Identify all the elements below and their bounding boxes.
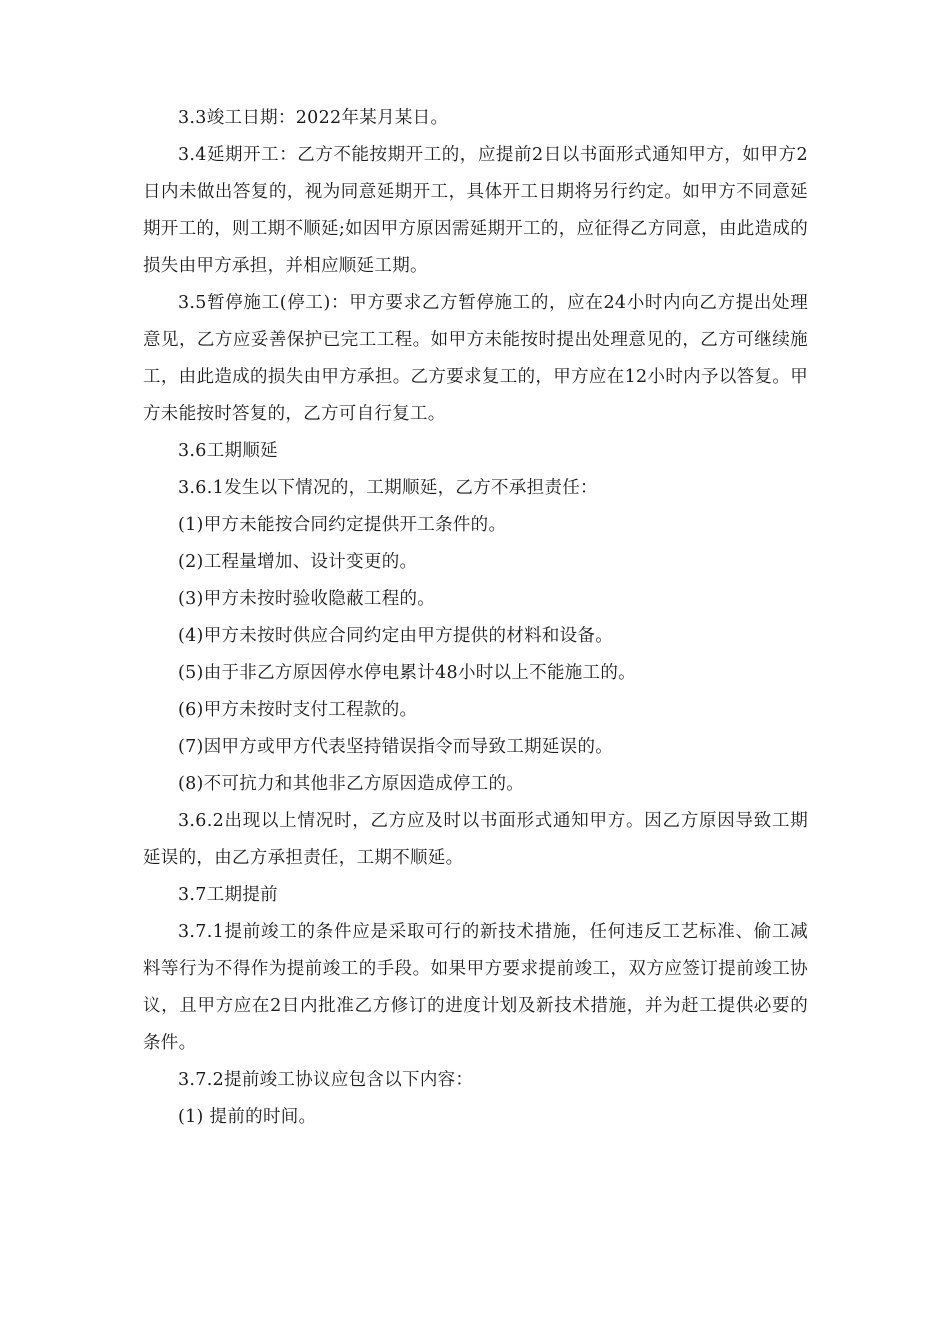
paragraph-3-6-2: 3.6.2出现以上情况时，乙方应及时以书面形式通知甲方。因乙方原因导致工期延误的，由乙方承担责任，工期不顺延。 [143,811,808,868]
list-item: (6)甲方未按时支付工程款的。 [178,700,418,720]
list-item: (1) 提前的时间。 [178,1107,317,1127]
paragraph-3-4: 3.4延期开工：乙方不能按期开工的，应提前2日以书面形式通知甲方，如甲方2日内未做出答复的，视为同意延期开工，具体开工日期将另行约定。如甲方不同意延期开工的，则工期不顺延;如因甲方原因需延期开工的，应征得乙方同意，由此造成的损失由甲方承担，并相应顺延工期。 [143,145,808,276]
paragraph-3-3: 3.3竣工日期：2022年某月某日。 [178,108,449,128]
paragraph-3-7-1: 3.7.1提前竣工的条件应是采取可行的新技术措施，任何违反工艺标准、偷工减料等行为不得作为提前竣工的手段。如果甲方要求提前竣工，双方应签订提前竣工协议，且甲方应在2日内批准乙方修订的进度计划及新技术措施，并为赶工提供必要的条件。 [143,922,808,1053]
list-item: (1)甲方未能按合同约定提供开工条件的。 [178,515,507,535]
heading-3-6: 3.6工期顺延 [178,441,278,461]
list-item: (8)不可抗力和其他非乙方原因造成停工的。 [178,774,525,794]
list-item: (3)甲方未按时验收隐蔽工程的。 [178,589,436,609]
paragraph-3-6-1: 3.6.1发生以下情况的，工期顺延，乙方不承担责任： [178,478,598,498]
paragraph-3-5: 3.5暂停施工(停工)：甲方要求乙方暂停施工的，应在24小时内向乙方提出处理意见，乙方应妥善保护已完工工程。如甲方未能按时提出处理意见的，乙方可继续施工，由此造成的损失由甲方承担。乙方要求复工的，甲方应在12小时内予以答复。甲方未能按时答复的，乙方可自行复工。 [143,293,808,424]
heading-3-7: 3.7工期提前 [178,885,278,905]
document-body [143,100,808,1136]
list-item: (4)甲方未按时供应合同约定由甲方提供的材料和设备。 [178,626,614,646]
list-item: (5)由于非乙方原因停水停电累计48小时以上不能施工的。 [178,663,636,683]
paragraph-3-7-2: 3.7.2提前竣工协议应包含以下内容： [178,1070,474,1090]
list-item: (7)因甲方或甲方代表坚持错误指令而导致工期延误的。 [178,737,614,757]
list-item: (2)工程量增加、设计变更的。 [178,552,418,572]
